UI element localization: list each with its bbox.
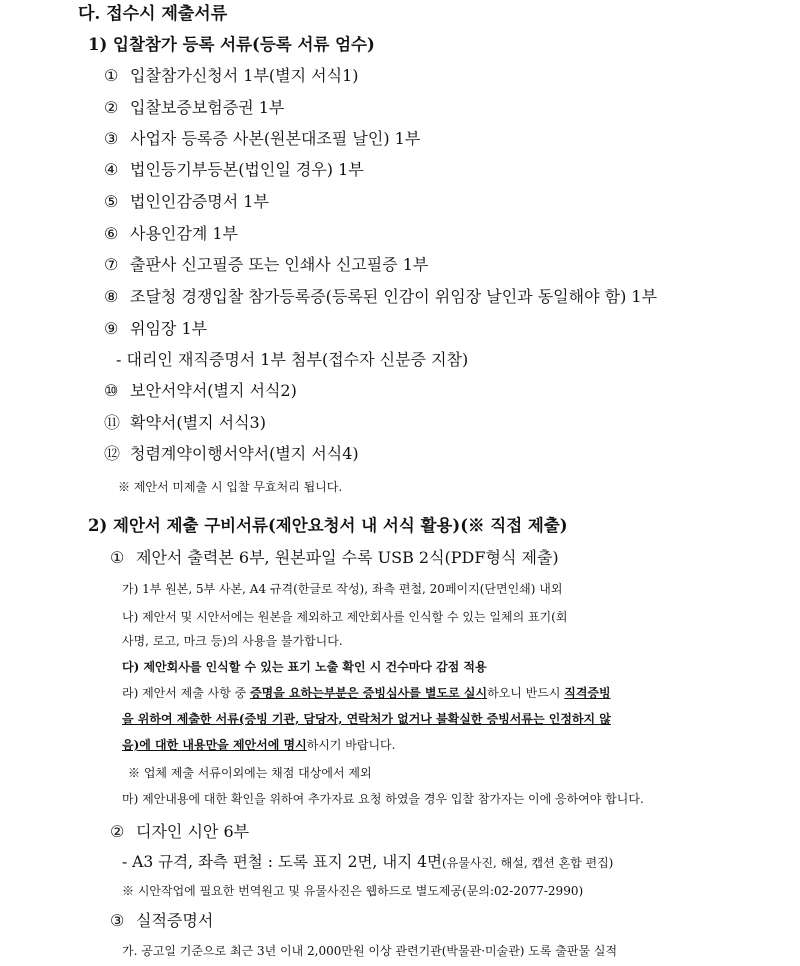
item-number: ⑨: [104, 319, 119, 338]
clause-ra-emphasis: 음)에 대한 내용만을 제안서에 명시: [122, 738, 307, 752]
item-text: 사업자 등록증 사본(원본대조필 날인) 1부: [130, 129, 421, 148]
design-note: ※ 시안작업에 필요한 번역원고 및 유물사진은 웹하드로 별도제공(문의:02-2077-2990): [122, 884, 584, 898]
design-spec: [122, 853, 613, 872]
clause-ra-cont: 을 위하여 제출한 서류(증빙 기관, 담당자, 연락처가 없거나 불확실한 증빙서류는 인정하지 않: [122, 712, 611, 726]
item-number: ⑫: [104, 444, 121, 463]
item-text: 디자인 시안 6부: [136, 822, 250, 841]
item-number: ⑪: [104, 413, 121, 432]
list-item: [104, 98, 284, 118]
item-text: 조달청 경쟁입찰 참가등록증(등록된 인감이 위임장 날인과 동일해야 함) 1부: [130, 287, 658, 306]
sub-note: - 대리인 재직증명서 1부 첨부(접수자 신분증 지참): [116, 350, 469, 369]
item-text: 보안서약서(별지 서식2): [130, 381, 297, 400]
item-number: ③: [110, 911, 125, 930]
item-number: ③: [104, 129, 119, 148]
item-text: 위임장 1부: [130, 319, 208, 338]
item-text: 법인인감증명서 1부: [130, 192, 269, 211]
item-number: ④: [104, 160, 119, 179]
item-number: ①: [110, 548, 125, 567]
item-number: ⑦: [104, 255, 119, 274]
clause-ra-emphasis: 증명을 요하는부분은 증빙심사를 별도로 실시: [250, 686, 488, 700]
item-text: 입찰보증보험증권 1부: [130, 98, 285, 117]
list-item: [104, 160, 364, 180]
list-item: [104, 255, 428, 275]
item-text: 청렴계약이행서약서(별지 서식4): [130, 444, 359, 463]
item-text: 사용인감계 1부: [130, 224, 239, 243]
clause-ra-cont: [122, 738, 395, 753]
item-text: 확약서(별지 서식3): [130, 413, 266, 432]
clause-ra-emphasis: 직격증빙: [564, 686, 611, 700]
list-item: [104, 381, 297, 401]
item-number: ⑩: [104, 381, 119, 400]
clause-na: 나) 제안서 및 시안서에는 원본을 제외하고 제안회사를 인식할 수 있는 일체의 표기(회: [122, 610, 568, 624]
design-spec-detail: (유물사진, 해설, 캡션 혼합 편집): [442, 856, 614, 870]
clause-ga: 가) 1부 원본, 5부 사본, A4 규격(한글로 작성), 좌측 편철, 20페이지(단면인쇄) 내외: [122, 582, 563, 596]
list-item: [104, 413, 266, 433]
item-text: 제안서 출력본 6부, 원본파일 수록 USB 2식(PDF형식 제출): [136, 548, 559, 567]
list-item: [110, 822, 249, 842]
item-number: ⑤: [104, 192, 119, 211]
list-item: [104, 129, 420, 149]
list-item: [104, 287, 657, 307]
list-item: [104, 319, 207, 339]
clause-ra-text: 하오니 반드시: [487, 686, 565, 700]
item-number: ②: [104, 98, 119, 117]
sub2-title: 2) 제안서 제출 구비서류(제안요청서 내 서식 활용)(※ 직접 제출): [88, 516, 568, 535]
item-text: 입찰참가신청서 1부(별지 서식1): [130, 66, 359, 85]
item-text: 출판사 신고필증 또는 인쇄사 신고필증 1부: [130, 255, 429, 274]
item-number: ⑧: [104, 287, 119, 306]
list-item: [104, 66, 359, 86]
clause-ra-text: 라) 제안서 제출 사항 중: [122, 686, 251, 700]
scoring-note: ※ 업체 제출 서류이외에는 채점 대상에서 제외: [128, 766, 372, 780]
clause-ra-text: 하시기 바랍니다.: [306, 738, 396, 752]
list-item: [110, 911, 213, 931]
clause-ga: 가. 공고일 기준으로 최근 3년 이내 2,000만원 이상 관련기관(박물관·미술관) 도록 출판물 실적: [122, 944, 618, 958]
list-item: [104, 192, 269, 212]
item-number: ⑥: [104, 224, 119, 243]
design-spec-text: - A3 규격, 좌측 편철 : 도록 표지 2면, 내지 4면: [122, 853, 442, 871]
item-number: ①: [104, 66, 119, 85]
clause-na-cont: 사명, 로고, 마크 등)의 사용을 불가합니다.: [122, 634, 343, 648]
clause-da: 다) 제안회사를 인식할 수 있는 표기 노출 확인 시 건수마다 감점 적용: [122, 660, 487, 674]
clause-ma: 마) 제안내용에 대한 확인을 위하여 추가자료 요청 하였을 경우 입찰 참가자는 이에 응하여야 합니다.: [122, 792, 644, 806]
sub1-title: 1) 입찰참가 등록 서류(등록 서류 엄수): [88, 35, 375, 54]
item-text: 실적증명서: [136, 911, 214, 930]
list-item: [110, 548, 559, 568]
warning-note: ※ 제안서 미제출 시 입찰 무효처리 됩니다.: [118, 480, 343, 494]
section-title: 다. 접수시 제출서류: [78, 4, 228, 24]
item-number: ②: [110, 822, 125, 841]
clause-ra: [122, 686, 611, 701]
list-item: [104, 444, 359, 464]
list-item: [104, 224, 238, 244]
item-text: 법인등기부등본(법인일 경우) 1부: [130, 160, 364, 179]
